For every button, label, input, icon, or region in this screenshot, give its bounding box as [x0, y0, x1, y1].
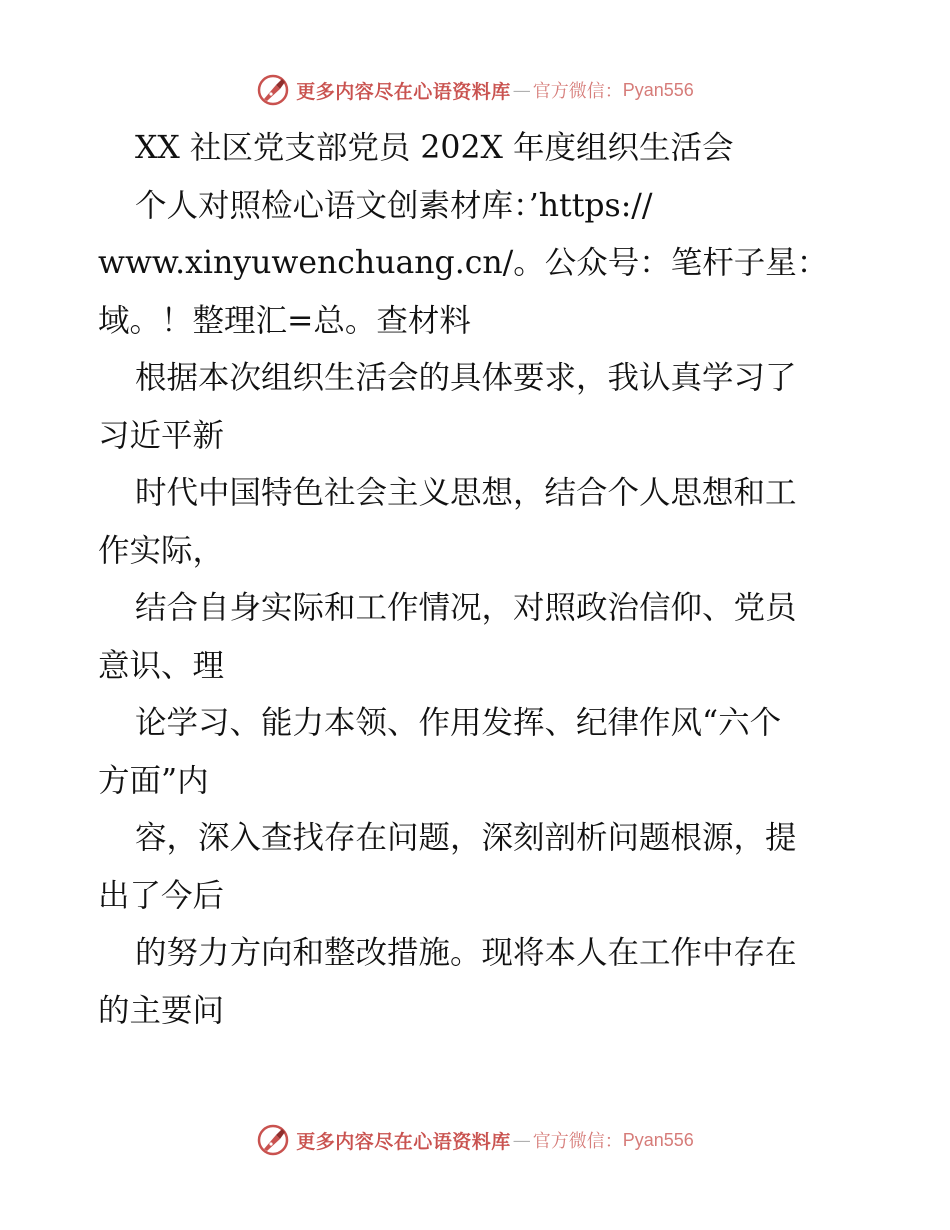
banner-wechat-label: 官方微信：: [532, 1131, 623, 1152]
text-line: 的努力方向和整改措施。现将本人在工作中存在: [135, 935, 797, 971]
text-line: www.xinyuwenchuang.cn/。公众号：笔杆子星：: [98, 245, 829, 281]
text-line: 容，深入查找存在问题，深刻剖析问题根源，提: [135, 820, 797, 856]
text-line: 方面”内: [98, 762, 209, 799]
text-line: 域。！整理汇=总。查材料: [98, 302, 471, 339]
banner-wechat-label: 官方微信：: [532, 81, 623, 102]
text-line: 的主要问: [98, 992, 225, 1029]
text-line: 习近平新: [98, 417, 225, 454]
banner-dash: —: [512, 1129, 531, 1151]
banner-wechat-id: Pyan556: [622, 1129, 694, 1150]
footer-banner: [0, 1120, 950, 1160]
text-line: 论学习、能力本领、作用发挥、纪律作风“六个: [135, 705, 782, 741]
text-line: 意识、理: [98, 647, 225, 684]
text-line: 作实际，: [98, 532, 225, 569]
document-body: [98, 120, 858, 1040]
header-banner: [0, 70, 950, 110]
banner-wechat-id: Pyan556: [622, 79, 694, 100]
text-line: 根据本次组织生活会的具体要求，我认真学习了: [135, 360, 797, 396]
text-line: 结合自身实际和工作情况，对照政治信仰、党员: [135, 590, 797, 626]
banner-dash: —: [512, 79, 531, 101]
banner-main-text: 更多内容尽在心语资料库: [296, 1130, 511, 1153]
text-line: 出了今后: [98, 877, 225, 914]
text-line: XX 社区党支部党员 202X 年度组织生活会: [135, 130, 734, 166]
text-line: 时代中国特色社会主义思想，结合个人思想和工: [135, 475, 797, 511]
banner-main-text: 更多内容尽在心语资料库: [296, 80, 511, 103]
pen-nib-circle-icon: [256, 1123, 290, 1157]
text-line: 个人对照检心语文创素材库：’https://: [135, 187, 653, 224]
pen-nib-circle-icon: [256, 73, 290, 107]
